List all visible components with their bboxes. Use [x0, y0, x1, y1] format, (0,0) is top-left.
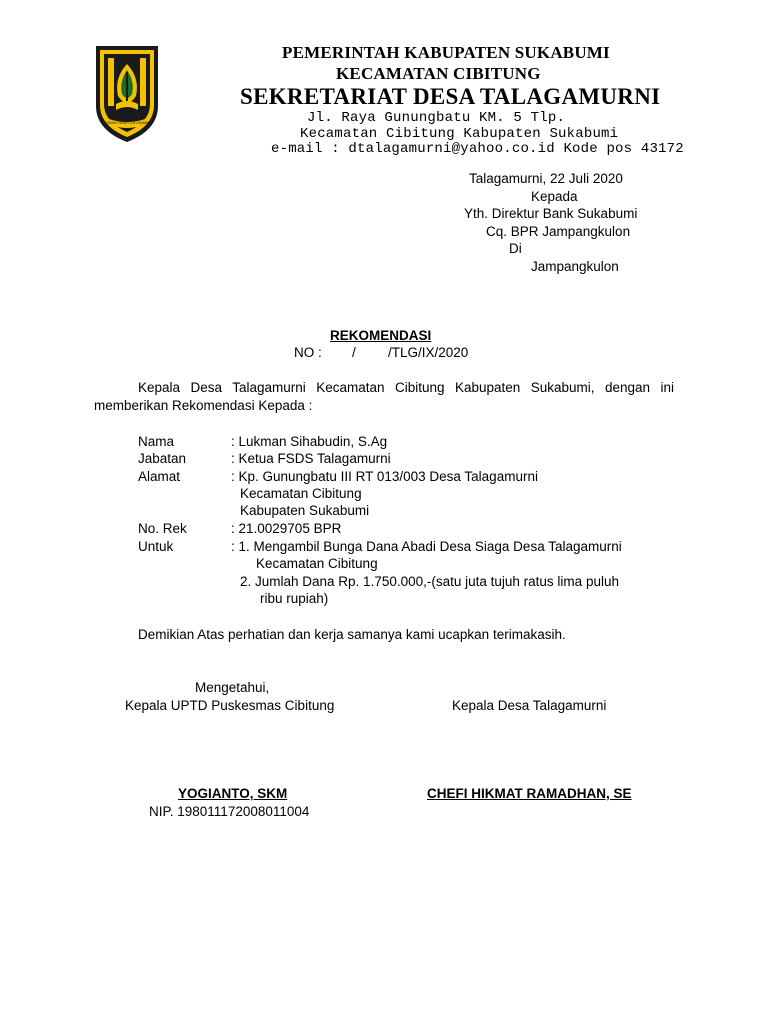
- letterhead-government: PEMERINTAH KABUPATEN SUKABUMI: [282, 43, 610, 62]
- field-nama-value: : Lukman Sihabudin, S.Ag: [231, 434, 388, 449]
- left-signatory-nip: NIP. 198011172008011004: [149, 804, 310, 819]
- document-title: REKOMENDASI: [330, 328, 432, 343]
- number-label: NO :: [294, 345, 322, 360]
- intro-paragraph-line2: memberikan Rekomendasi Kepada :: [94, 398, 313, 413]
- field-norek-label: No. Rek: [138, 521, 187, 536]
- right-signatory-title: Kepala Desa Talagamurni: [452, 698, 607, 713]
- logo-motto: GEMAH RIPAH LOH JINAWI: [105, 121, 149, 125]
- field-alamat-value-3: Kabupaten Sukabumi: [240, 503, 370, 518]
- letterhead-district: KECAMATAN CIBITUNG: [336, 64, 541, 83]
- field-alamat-value-1: : Kp. Gunungbatu III RT 013/003 Desa Talagamurni: [231, 469, 538, 484]
- field-untuk-value-3: 2. Jumlah Dana Rp. 1.750.000,-(satu juta tujuh ratus lima puluh: [240, 574, 619, 589]
- letterhead-address: Jl. Raya Gunungbatu KM. 5 Tlp.: [307, 110, 566, 126]
- left-signatory-name: YOGIANTO, SKM: [178, 786, 288, 801]
- regency-emblem-logo: [94, 44, 160, 144]
- closing-paragraph: Demikian Atas perhatian dan kerja samanya kami ucapkan terimakasih.: [138, 627, 566, 642]
- field-nama-label: Nama: [138, 434, 175, 449]
- field-jabatan-value: : Ketua FSDS Talagamurni: [231, 451, 391, 466]
- field-alamat-label: Alamat: [138, 469, 181, 484]
- letterhead-contact: e-mail : dtalagamurni@yahoo.co.id Kode pos 43172: [271, 141, 684, 157]
- right-signatory-name: CHEFI HIKMAT RAMADHAN, SE: [427, 786, 632, 801]
- number-code: /TLG/IX/2020: [388, 345, 469, 360]
- addressee-to: Kepada: [531, 189, 578, 204]
- field-alamat-value-2: Kecamatan Cibitung: [240, 486, 362, 501]
- left-acknowledge: Mengetahui,: [195, 680, 270, 695]
- field-untuk-value-2: Kecamatan Cibitung: [256, 556, 378, 571]
- field-untuk-value-4: ribu rupiah): [260, 591, 329, 606]
- field-untuk-label: Untuk: [138, 539, 174, 554]
- letter-date: Talagamurni, 22 Juli 2020: [469, 171, 623, 186]
- addressee-recipient: Yth. Direktur Bank Sukabumi: [464, 206, 638, 221]
- number-slash: /: [352, 345, 356, 360]
- intro-paragraph-line1: Kepala Desa Talagamurni Kecamatan Cibitung Kabupaten Sukabumi, dengan ini: [138, 380, 674, 395]
- field-jabatan-label: Jabatan: [138, 451, 187, 466]
- field-norek-value: : 21.0029705 BPR: [231, 521, 342, 536]
- left-signatory-title: Kepala UPTD Puskesmas Cibitung: [125, 698, 335, 713]
- letterhead-office: SEKRETARIAT DESA TALAGAMURNI: [240, 84, 661, 109]
- addressee-cq: Cq. BPR Jampangkulon: [486, 224, 631, 239]
- addressee-city: Jampangkulon: [531, 259, 619, 274]
- addressee-di: Di: [509, 241, 522, 256]
- field-untuk-value-1: : 1. Mengambil Bunga Dana Abadi Desa Siaga Desa Talagamurni: [231, 539, 622, 554]
- letterhead-subdistrict: Kecamatan Cibitung Kabupaten Sukabumi: [300, 126, 619, 142]
